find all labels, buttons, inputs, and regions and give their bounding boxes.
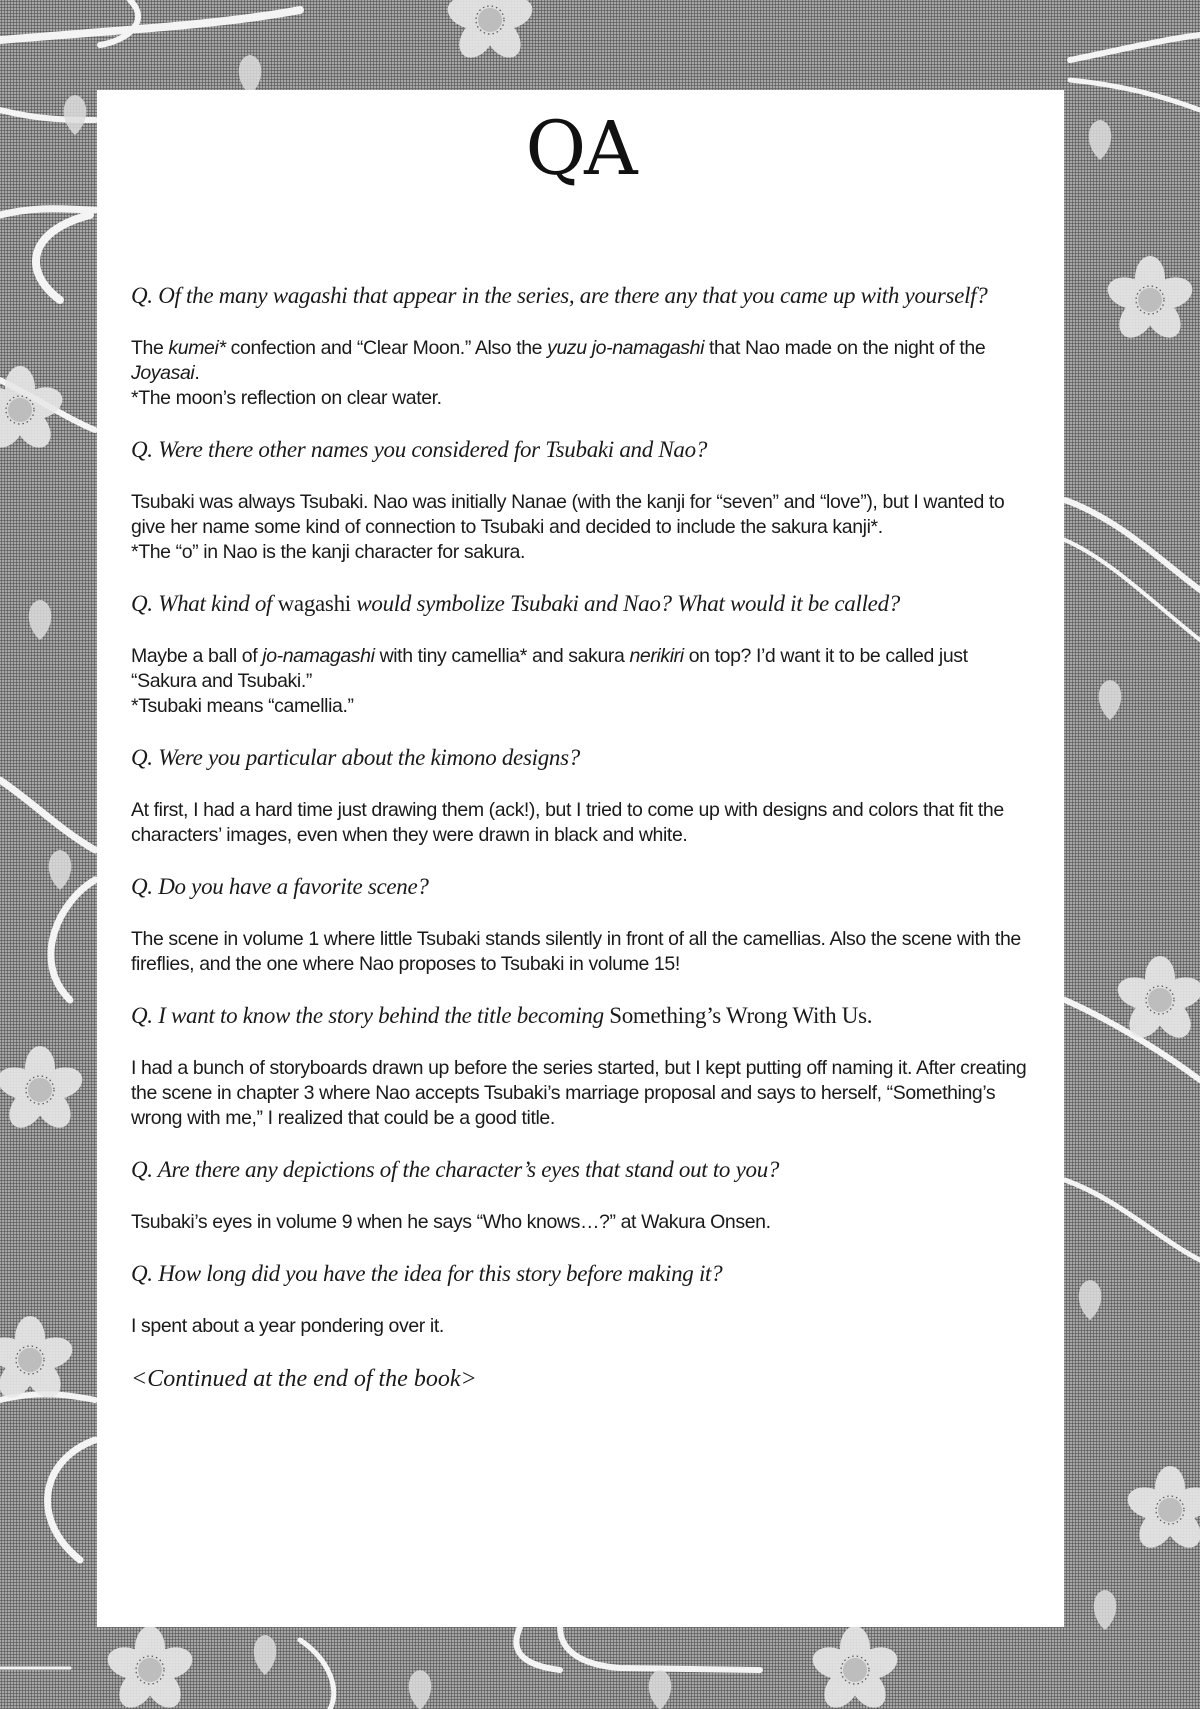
question-7: Q. Are there any depictions of the character’s eyes that stand out to you? [131, 1157, 780, 1182]
answer-2: Tsubaki was always Tsubaki. Nao was initially Nanae (with the kanji for “seven” and “love”), but I wanted to give her name some kind of connection to Tsubaki and decided to include the sakura kanji*. *The “o” in Nao is the kanji character for sakura. [131, 490, 1031, 565]
answer-8: I spent about a year pondering over it. [131, 1315, 444, 1337]
question-5: Q. Do you have a favorite scene? [131, 874, 429, 899]
answer-3: Maybe a ball of jo-namagashi with tiny camellia* and sakura nerikiri on top? I’d want it to be called just “Sakura and Tsubaki.” *Tsubaki means “camellia.” [131, 644, 1031, 719]
question-3: Q. What kind of wagashi would symbolize Tsubaki and Nao? What would it be called? [131, 591, 900, 616]
question-4: Q. Were you particular about the kimono designs? [131, 745, 580, 770]
page-title: QA [525, 106, 636, 192]
footnote: *The “o” in Nao is the kanji character for sakura. [131, 541, 526, 563]
question-2: Q. Were there other names you considered for Tsubaki and Nao? [131, 437, 708, 462]
qa-page [97, 90, 1064, 1627]
question-1: Q. Of the many wagashi that appear in the series, are there any that you came up with yourself? [131, 283, 988, 308]
qa-list [131, 284, 1031, 1393]
question-6: Q. I want to know the story behind the title becoming Something’s Wrong With Us. [131, 1003, 873, 1028]
answer-6: I had a bunch of storyboards drawn up before the series started, but I kept putting off naming it. After creating the scene in chapter 3 where Nao accepts Tsubaki’s marriage proposal and says to herself, “Something’s wrong with me,” I realized that could be a good title. [131, 1057, 1027, 1129]
question-8: Q. How long did you have the idea for this story before making it? [131, 1261, 723, 1286]
answer-7: Tsubaki’s eyes in volume 9 when he says “Who knows…?” at Wakura Onsen. [131, 1211, 771, 1233]
footnote: *Tsubaki means “camellia.” [131, 695, 354, 717]
footnote: *The moon’s reflection on clear water. [131, 387, 442, 409]
answer-5: The scene in volume 1 where little Tsubaki stands silently in front of all the camellias. Also the scene with the fireflies, and the one where Nao proposes to Tsubaki in volume 15! [131, 928, 1021, 975]
answer-4: At first, I had a hard time just drawing them (ack!), but I tried to come up with designs and colors that fit the characters’ images, even when they were drawn in black and white. [131, 799, 1004, 846]
continued-note: <Continued at the end of the book> [131, 1366, 477, 1392]
answer-1: The kumei* confection and “Clear Moon.” Also the yuzu jo-namagashi that Nao made on the night of the Joyasai. *The moon’s reflection on clear water. [131, 336, 1031, 411]
